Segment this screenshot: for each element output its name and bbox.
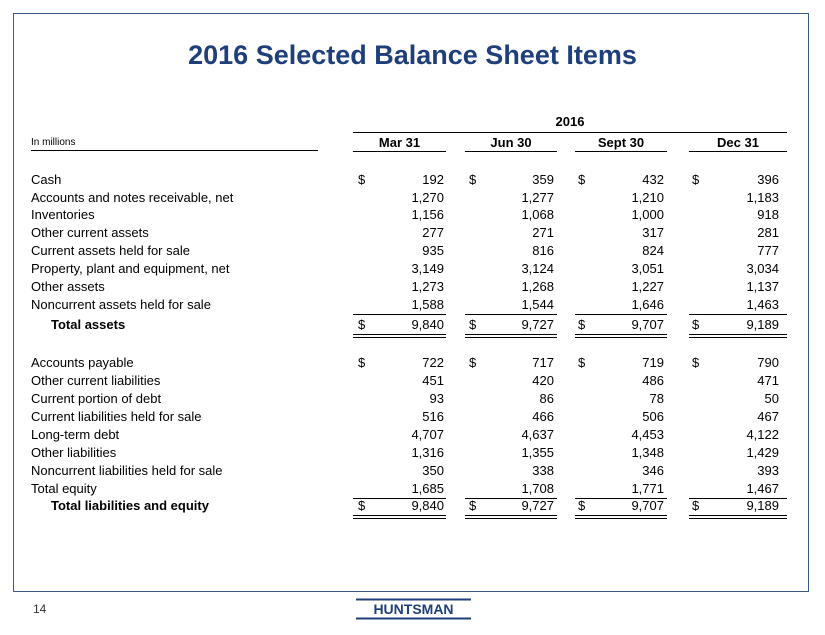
column-header: Jun 30 bbox=[490, 135, 532, 150]
total-double-rule bbox=[353, 515, 446, 516]
cell-value: 1,348 bbox=[631, 445, 664, 460]
row-label: Other liabilities bbox=[31, 445, 117, 460]
cell-value: 918 bbox=[757, 207, 779, 222]
total-double-rule bbox=[689, 515, 787, 516]
column-header-rule bbox=[689, 151, 787, 152]
cell-value: 1,268 bbox=[521, 279, 554, 294]
subtotal-rule bbox=[689, 314, 787, 315]
cell-value: 1,355 bbox=[521, 445, 554, 460]
total-double-rule bbox=[353, 337, 446, 338]
cell-value: 3,034 bbox=[746, 261, 779, 276]
row-label: Current liabilities held for sale bbox=[31, 409, 202, 424]
cell-value: 277 bbox=[422, 225, 444, 240]
cell-value: 1,588 bbox=[411, 297, 444, 312]
cell-value: 93 bbox=[429, 391, 444, 406]
currency-symbol: $ bbox=[692, 172, 700, 187]
subtotal-rule bbox=[353, 314, 446, 315]
currency-symbol: $ bbox=[358, 172, 366, 187]
cell-value: 3,124 bbox=[521, 261, 554, 276]
row-label: Noncurrent liabilities held for sale bbox=[31, 463, 223, 478]
row-label: Noncurrent assets held for sale bbox=[31, 297, 211, 312]
cell-value: 486 bbox=[642, 373, 664, 388]
cell-value: 717 bbox=[532, 355, 554, 370]
cell-value: 1,273 bbox=[411, 279, 444, 294]
total-row-label: Total liabilities and equity bbox=[51, 498, 209, 513]
row-label: Property, plant and equipment, net bbox=[31, 261, 230, 276]
cell-value: 317 bbox=[642, 225, 664, 240]
row-label: Inventories bbox=[31, 207, 95, 222]
cell-value: 467 bbox=[757, 409, 779, 424]
row-label: Current portion of debt bbox=[31, 391, 162, 406]
cell-value: 393 bbox=[757, 463, 779, 478]
currency-symbol: $ bbox=[578, 317, 586, 332]
cell-value: 350 bbox=[422, 463, 444, 478]
column-header-rule bbox=[353, 151, 446, 152]
total-double-rule bbox=[465, 337, 557, 338]
cell-value: 1,544 bbox=[521, 297, 554, 312]
cell-value: 451 bbox=[422, 373, 444, 388]
cell-value: 9,727 bbox=[521, 317, 554, 332]
cell-value: 1,771 bbox=[631, 481, 664, 496]
total-double-rule bbox=[575, 337, 667, 338]
cell-value: 3,149 bbox=[411, 261, 444, 276]
total-double-rule bbox=[689, 337, 787, 338]
currency-symbol: $ bbox=[469, 317, 477, 332]
currency-symbol: $ bbox=[469, 355, 477, 370]
cell-value: 1,429 bbox=[746, 445, 779, 460]
column-header-rule bbox=[575, 151, 667, 152]
cell-value: 516 bbox=[422, 409, 444, 424]
units-label-rule bbox=[31, 150, 318, 151]
logo-text: HUNTSMAN bbox=[373, 601, 454, 617]
cell-value: 4,453 bbox=[631, 427, 664, 442]
currency-symbol: $ bbox=[692, 317, 700, 332]
cell-value: 9,840 bbox=[411, 317, 444, 332]
total-double-rule bbox=[465, 334, 557, 335]
row-label: Other current assets bbox=[31, 225, 149, 240]
cell-value: 78 bbox=[649, 391, 664, 406]
row-label: Accounts payable bbox=[31, 355, 134, 370]
currency-symbol: $ bbox=[578, 498, 586, 513]
row-label: Accounts and notes receivable, net bbox=[31, 190, 234, 205]
currency-symbol: $ bbox=[358, 498, 366, 513]
cell-value: 271 bbox=[532, 225, 554, 240]
currency-symbol: $ bbox=[469, 498, 477, 513]
currency-symbol: $ bbox=[578, 355, 586, 370]
cell-value: 777 bbox=[757, 243, 779, 258]
cell-value: 1,463 bbox=[746, 297, 779, 312]
total-double-rule bbox=[689, 518, 787, 519]
slide-title: 2016 Selected Balance Sheet Items bbox=[188, 40, 637, 70]
currency-symbol: $ bbox=[358, 355, 366, 370]
total-double-rule bbox=[575, 515, 667, 516]
cell-value: 4,637 bbox=[521, 427, 554, 442]
cell-value: 935 bbox=[422, 243, 444, 258]
cell-value: 9,840 bbox=[411, 498, 444, 513]
cell-value: 1,708 bbox=[521, 481, 554, 496]
cell-value: 790 bbox=[757, 355, 779, 370]
currency-symbol: $ bbox=[469, 172, 477, 187]
total-row-label: Total assets bbox=[51, 317, 126, 332]
total-double-rule bbox=[575, 334, 667, 335]
cell-value: 1,467 bbox=[746, 481, 779, 496]
subtotal-rule bbox=[575, 314, 667, 315]
cell-value: 1,183 bbox=[746, 190, 779, 205]
cell-value: 3,051 bbox=[631, 261, 664, 276]
currency-symbol: $ bbox=[692, 498, 700, 513]
cell-value: 471 bbox=[757, 373, 779, 388]
cell-value: 1,316 bbox=[411, 445, 444, 460]
year-header-rule bbox=[353, 132, 787, 133]
cell-value: 4,122 bbox=[746, 427, 779, 442]
subtotal-rule bbox=[465, 314, 557, 315]
cell-value: 816 bbox=[532, 243, 554, 258]
cell-value: 420 bbox=[532, 373, 554, 388]
cell-value: 1,685 bbox=[411, 481, 444, 496]
currency-symbol: $ bbox=[692, 355, 700, 370]
cell-value: 719 bbox=[642, 355, 664, 370]
row-label: Total equity bbox=[31, 481, 97, 496]
column-header: Mar 31 bbox=[378, 135, 421, 150]
cell-value: 359 bbox=[532, 172, 554, 187]
cell-value: 1,000 bbox=[631, 207, 664, 222]
units-label: In millions bbox=[31, 137, 76, 148]
row-label: Other assets bbox=[31, 279, 105, 294]
cell-value: 346 bbox=[642, 463, 664, 478]
cell-value: 396 bbox=[757, 172, 779, 187]
cell-value: 192 bbox=[422, 172, 444, 187]
total-double-rule bbox=[353, 518, 446, 519]
cell-value: 1,156 bbox=[411, 207, 444, 222]
column-header-rule bbox=[465, 151, 557, 152]
column-header: Dec 31 bbox=[717, 135, 759, 150]
cell-value: 1,068 bbox=[521, 207, 554, 222]
page-number: 14 bbox=[33, 602, 47, 616]
currency-symbol: $ bbox=[358, 317, 366, 332]
cell-value: 338 bbox=[532, 463, 554, 478]
cell-value: 466 bbox=[532, 409, 554, 424]
cell-value: 722 bbox=[422, 355, 444, 370]
cell-value: 9,707 bbox=[631, 498, 664, 513]
cell-value: 4,707 bbox=[411, 427, 444, 442]
cell-value: 1,270 bbox=[411, 190, 444, 205]
row-label: Current assets held for sale bbox=[31, 243, 190, 258]
year-header: 2016 bbox=[555, 114, 585, 129]
row-label: Cash bbox=[31, 172, 62, 187]
total-double-rule bbox=[353, 334, 446, 335]
cell-value: 1,210 bbox=[631, 190, 664, 205]
currency-symbol: $ bbox=[578, 172, 586, 187]
cell-value: 9,189 bbox=[746, 317, 779, 332]
cell-value: 9,189 bbox=[746, 498, 779, 513]
cell-value: 1,227 bbox=[631, 279, 664, 294]
cell-value: 506 bbox=[642, 409, 664, 424]
huntsman-logo bbox=[356, 598, 471, 620]
cell-value: 281 bbox=[757, 225, 779, 240]
column-header: Sept 30 bbox=[597, 135, 645, 150]
total-double-rule bbox=[465, 515, 557, 516]
cell-value: 86 bbox=[539, 391, 554, 406]
cell-value: 824 bbox=[642, 243, 664, 258]
row-label: Long-term debt bbox=[31, 427, 120, 442]
cell-value: 1,646 bbox=[631, 297, 664, 312]
cell-value: 50 bbox=[764, 391, 779, 406]
cell-value: 9,707 bbox=[631, 317, 664, 332]
total-double-rule bbox=[465, 518, 557, 519]
cell-value: 1,277 bbox=[521, 190, 554, 205]
row-label: Other current liabilities bbox=[31, 373, 161, 388]
total-double-rule bbox=[689, 334, 787, 335]
cell-value: 1,137 bbox=[746, 279, 779, 294]
total-double-rule bbox=[575, 518, 667, 519]
cell-value: 9,727 bbox=[521, 498, 554, 513]
cell-value: 432 bbox=[642, 172, 664, 187]
